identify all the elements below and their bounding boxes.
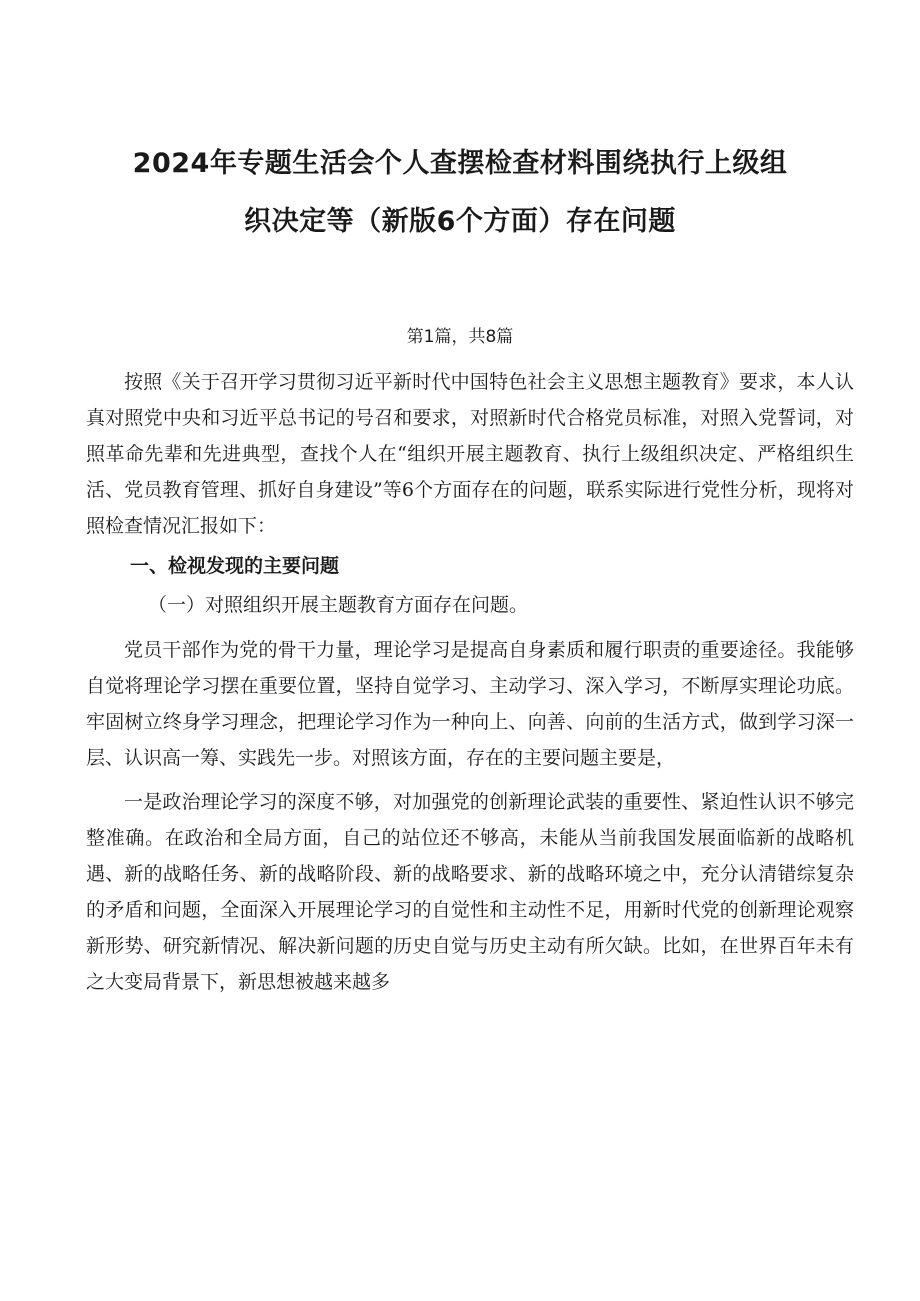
- intro-paragraph: 按照《关于召开学习贯彻习近平新时代中国特色社会主义思想主题教育》要求，本人认真对照党中央和习近平总书记的号召和要求，对照新时代合格党员标准，对照入党誓词，对照革命先辈和先进典型，查找个人在“组织开展主题教育、执行上级组织决定、严格组织生活、党员教育管理、抓好自身建设”等6个方面存在的问题，联系实际进行党性分析，现将对照检查情况汇报如下：: [86, 371, 854, 537]
- body-paragraph-1: 党员干部作为党的骨干力量，理论学习是提高自身素质和履行职责的重要途径。我能够自觉将理论学习摆在重要位置，坚持自觉学习、主动学习、深入学习，不断厚实理论功底。牢固树立终身学习理念，把理论学习作为一种向上、向善、向前的生活方式，做到学习深一层、认识高一筹、实践先一步。对照该方面，存在的主要问题主要是，: [86, 639, 854, 769]
- document-body: [86, 364, 854, 1000]
- body-paragraph-2: 一是政治理论学习的深度不够，对加强党的创新理论武装的重要性、紧迫性认识不够完整准确。在政治和全局方面，自己的站位还不够高，未能从当前我国发展面临新的战略机遇、新的战略任务、新的战略阶段、新的战略要求、新的战略环境之中，充分认清错综复杂的矛盾和问题，全面深入开展理论学习的自觉性和主动性不足，用新时代党的创新理论观察新形势、研究新情况、解决新问题的历史自觉与历史主动有所欠缺。比如，在世界百年未有之大变局背景下，新思想被越来越多: [86, 791, 854, 993]
- part-indicator: 第1篇，共8篇: [406, 327, 514, 347]
- title-line-1: 2024年专题生活会个人查摆检查材料围绕执行上级组: [132, 148, 788, 179]
- title-line-2: 织决定等（新版6个方面）存在问题: [244, 206, 676, 237]
- subsection-heading-1: （一）对照组织开展主题教育方面存在问题。: [148, 594, 529, 616]
- section-heading-1: 一、检视发现的主要问题: [130, 555, 340, 577]
- document-title: [80, 135, 840, 251]
